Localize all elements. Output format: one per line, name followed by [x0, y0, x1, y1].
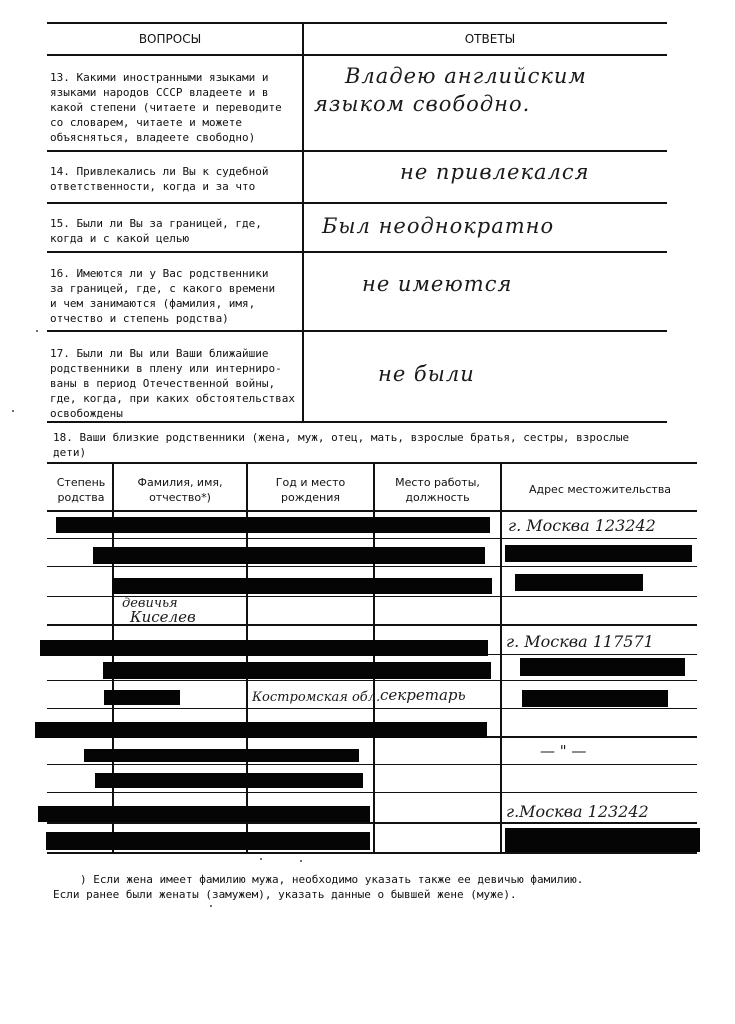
column-divider	[302, 22, 304, 422]
answers-header: ОТВЕТЫ	[464, 32, 516, 46]
redaction-bar	[522, 690, 668, 707]
relatives-row-line	[47, 764, 697, 765]
row-divider	[47, 150, 667, 152]
relatives-header-border	[47, 510, 697, 512]
answer-13-line1: Владею английским	[345, 64, 587, 88]
scan-speck	[260, 858, 262, 860]
address-entry-1: г. Москва 123242	[508, 516, 656, 535]
answer-14: не привлекался	[400, 160, 590, 184]
birthplace-entry: Костромская обл.	[252, 690, 381, 705]
relatives-col-line	[500, 462, 502, 854]
question-15: 15. Были ли Вы за границей, где, когда и с какой целью	[50, 217, 262, 245]
ditto-entry: — " —	[540, 742, 587, 760]
row-divider	[47, 251, 667, 253]
address-entry-2: г. Москва 117571	[506, 632, 654, 651]
row-divider	[47, 421, 667, 423]
redaction-bar	[95, 773, 363, 788]
maiden-name-note: девичья	[122, 596, 178, 611]
scan-speck	[210, 905, 212, 907]
col-header-birth: Год и место рождения	[275, 476, 346, 504]
relatives-top-border	[47, 462, 697, 464]
row-divider	[47, 202, 667, 204]
redaction-bar	[46, 832, 370, 850]
answer-15: Был неоднократно	[322, 214, 555, 238]
row-divider	[47, 330, 667, 332]
question-16: 16. Имеются ли у Вас родственники за границей, где, с какого времени и чем занимаются (фамилия, имя, отчество и степень родства)	[50, 267, 276, 325]
redaction-bar	[84, 749, 359, 762]
col-header-address: Адрес местожительства	[528, 483, 672, 496]
col-header-work: Место работы, должность	[395, 476, 480, 504]
redaction-bar	[35, 722, 487, 738]
table-top-border	[47, 22, 667, 24]
relatives-row-line	[47, 822, 697, 824]
redaction-bar	[505, 828, 700, 852]
footnote-line-2: Если ранее были женаты (замужем), указать данные о бывшей жене (муже).	[53, 888, 517, 901]
scan-speck	[36, 330, 38, 332]
relatives-row-line	[47, 680, 697, 681]
questions-header: ВОПРОСЫ	[138, 32, 202, 46]
redaction-bar	[38, 806, 370, 822]
question-13: 13. Какими иностранными языками и языками народов СССР владеете и в какой степени (читаете и переводите со словарем, читаете и можете объясняться, владеете свободно)	[50, 71, 282, 144]
redaction-bar	[112, 578, 492, 594]
relatives-row-line	[47, 538, 697, 539]
maiden-name-value: Киселев	[130, 608, 196, 626]
redaction-bar	[520, 658, 685, 676]
relatives-row-line	[47, 708, 697, 709]
redaction-bar	[56, 517, 490, 533]
redaction-bar	[104, 690, 180, 705]
redaction-bar	[505, 545, 692, 562]
redaction-bar	[103, 662, 491, 679]
answer-13-line2: языком свободно.	[314, 92, 531, 116]
col-header-name: Фамилия, имя, отчество*)	[137, 476, 223, 504]
question-17: 17. Были ли Вы или Ваши ближайшие родственники в плену или интерниро- ваны в период Отечественной войны, где, когда, при каких обстоятельствах освобождены	[50, 347, 296, 420]
relatives-row-line	[47, 566, 697, 567]
question-14: 14. Привлекались ли Вы к судебной ответственности, когда и за что	[50, 165, 269, 193]
redaction-bar	[93, 547, 485, 564]
relatives-row-line	[47, 792, 697, 793]
relatives-bottom-border	[47, 852, 697, 854]
relatives-intro: 18. Ваши близкие родственники (жена, муж, отец, мать, взрослые братья, сестры, взрослые дети)	[53, 431, 630, 459]
col-header-relation: Степень родства	[56, 476, 106, 504]
scan-speck	[12, 410, 14, 412]
answer-17: не были	[378, 362, 475, 386]
footnote-line-1: ) Если жена имеет фамилию мужа, необходимо указать также ее девичью фамилию.	[80, 873, 584, 886]
scan-speck	[300, 860, 302, 862]
answer-16: не имеются	[362, 272, 513, 296]
job-entry: секретарь	[380, 686, 466, 704]
redaction-bar	[40, 640, 488, 656]
redaction-bar	[515, 574, 643, 591]
address-entry-3: г.Москва 123242	[506, 802, 649, 821]
header-bottom-border	[47, 54, 667, 56]
